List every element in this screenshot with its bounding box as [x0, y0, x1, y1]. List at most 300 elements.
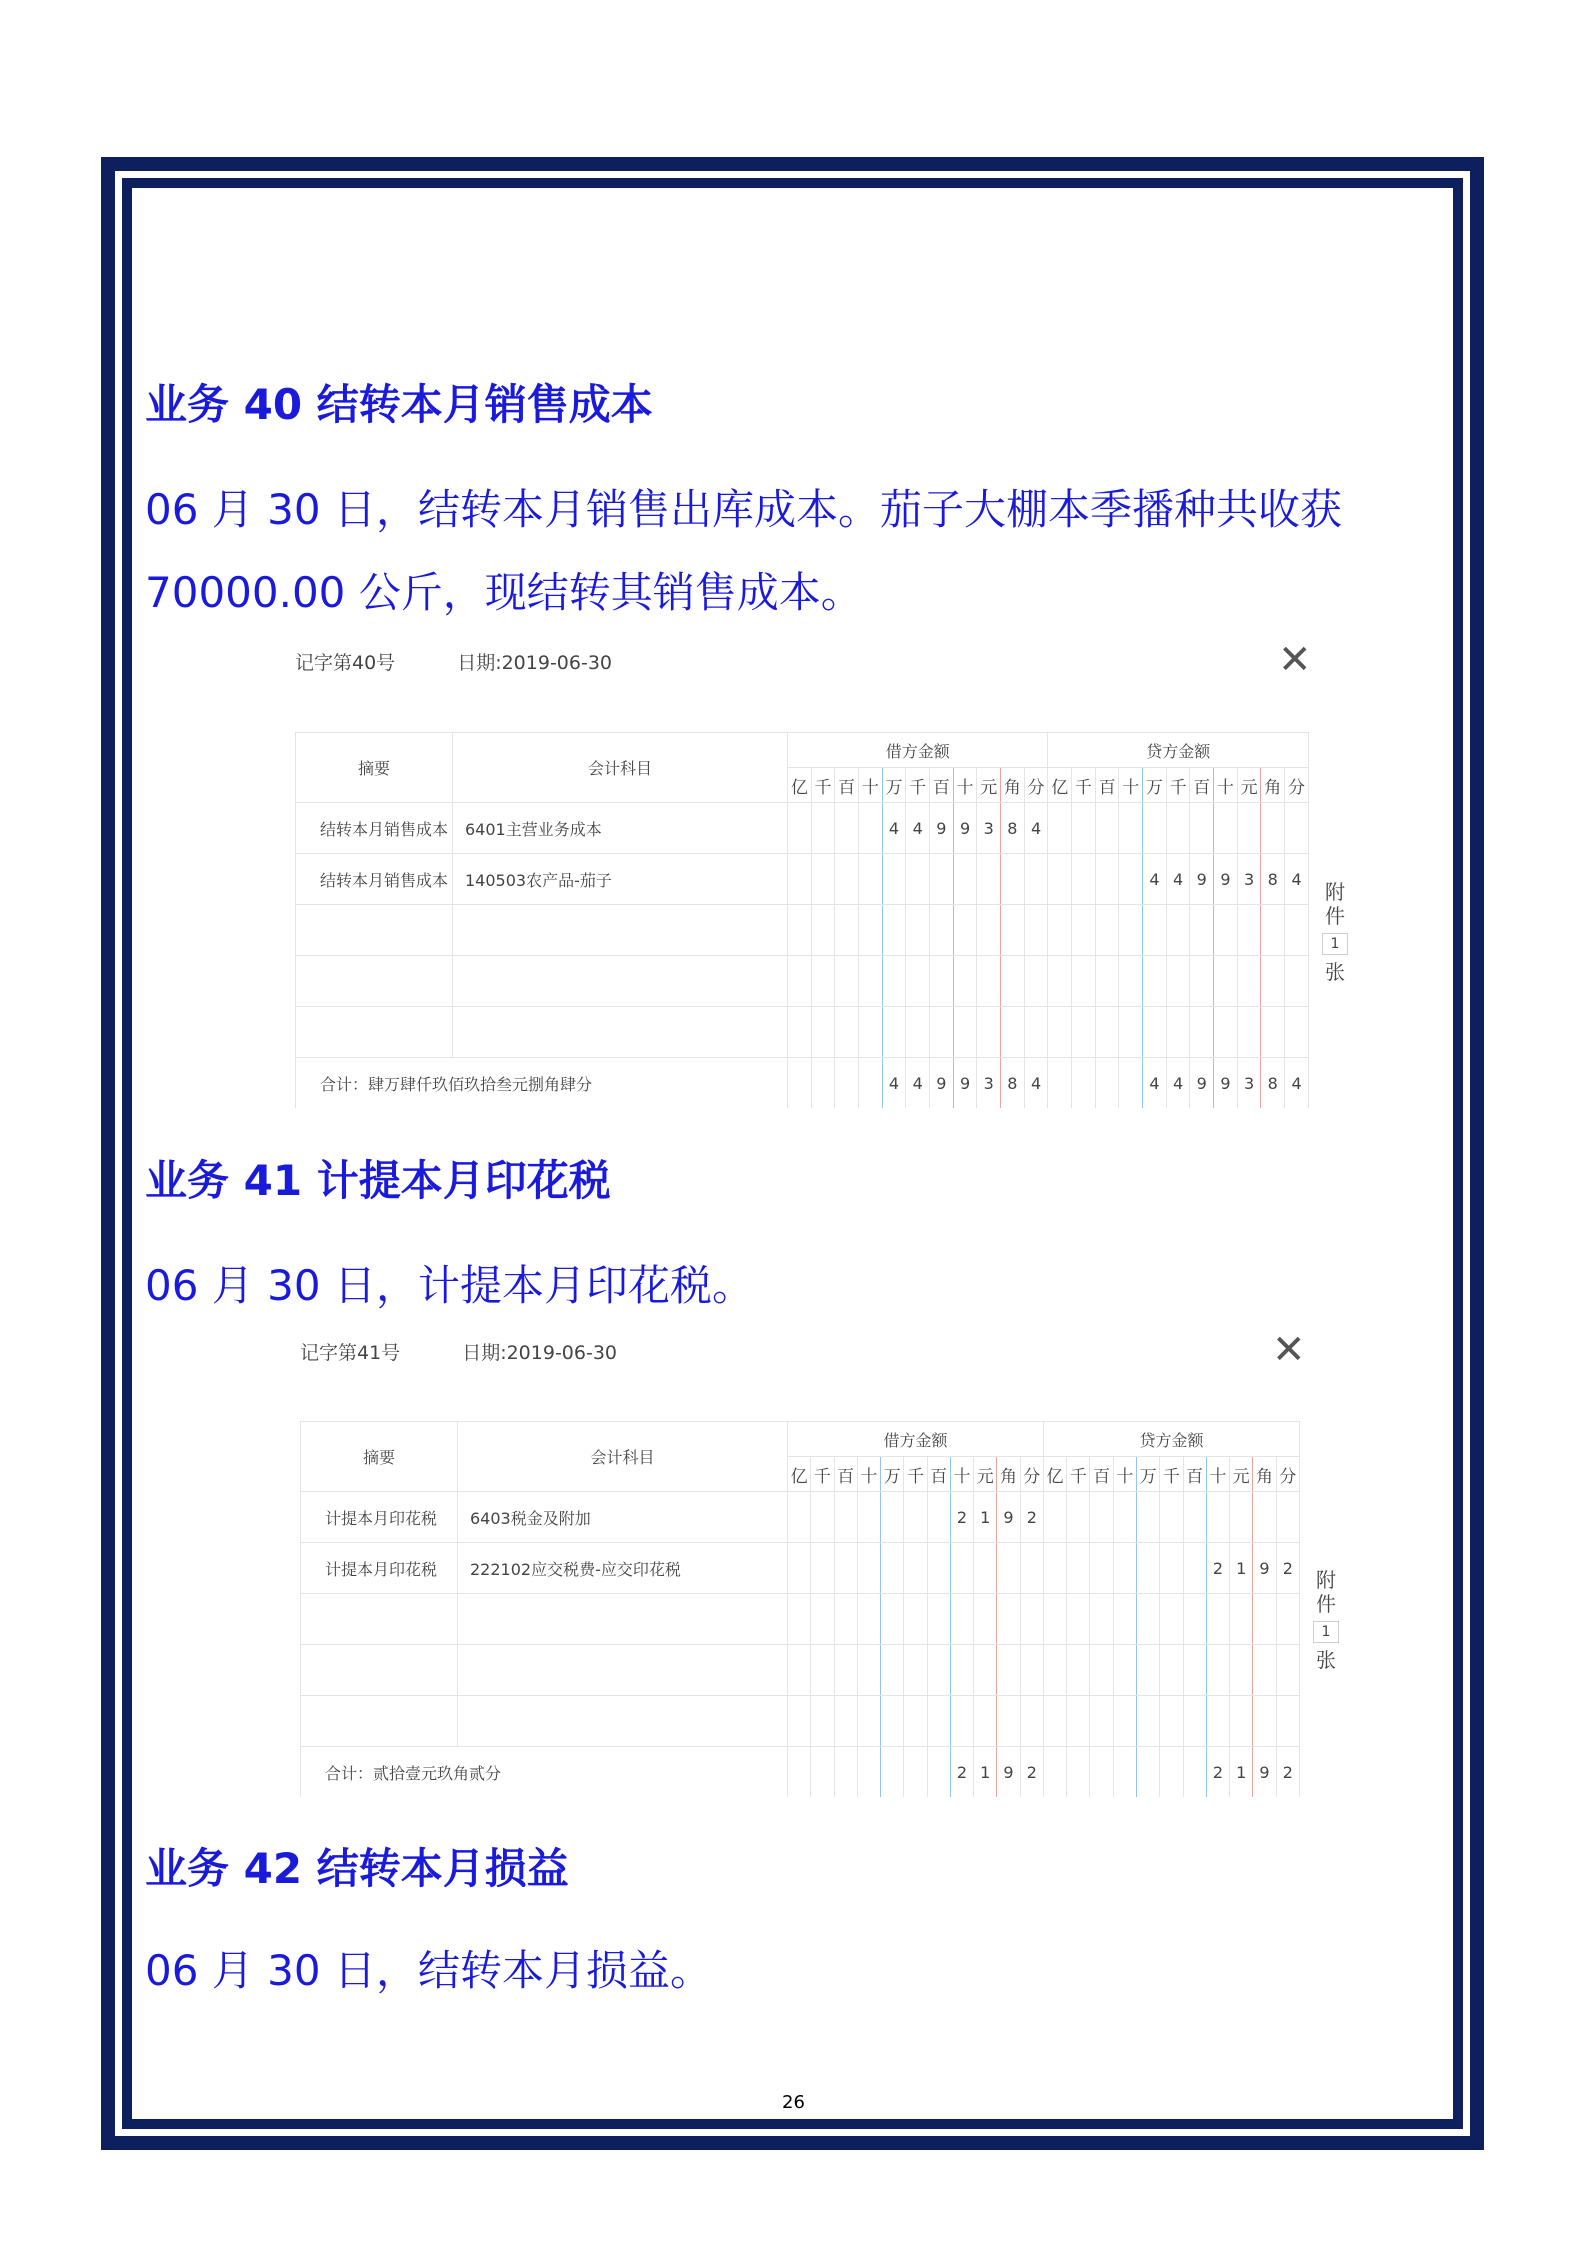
credit-digit [1183, 1594, 1206, 1645]
credit-digit [1143, 905, 1167, 956]
debit-digit [811, 1696, 834, 1747]
total-debit-digit: 4 [1024, 1058, 1048, 1109]
credit-digit [1048, 854, 1072, 905]
total-debit-digit: 2 [1020, 1747, 1043, 1798]
digit-unit-header: 十 [1214, 768, 1238, 803]
credit-digit: 4 [1166, 854, 1190, 905]
digit-unit-header: 千 [906, 768, 930, 803]
debit-digit [788, 1492, 811, 1543]
total-credit-digit [1160, 1747, 1183, 1798]
total-credit-digit: 9 [1214, 1058, 1238, 1109]
voucher-header [300, 1338, 617, 1365]
debit-digit [904, 1645, 927, 1696]
digit-unit-header: 千 [1166, 768, 1190, 803]
close-icon[interactable]: ✕ [1278, 637, 1312, 683]
total-debit-digit [788, 1058, 812, 1109]
digit-unit-header: 千 [811, 1457, 834, 1492]
credit-digit [1043, 1645, 1066, 1696]
credit-digit [1043, 1696, 1066, 1747]
total-credit-digit: 4 [1285, 1058, 1309, 1109]
digit-unit-header: 亿 [1048, 768, 1072, 803]
row-summary [301, 1696, 458, 1747]
row-subject [453, 956, 788, 1007]
credit-digit [1136, 1645, 1159, 1696]
credit-digit [1067, 1543, 1090, 1594]
debit-digit [835, 905, 859, 956]
debit-digit [906, 1007, 930, 1058]
credit-digit [1090, 1492, 1113, 1543]
credit-digit [1160, 1645, 1183, 1696]
debit-digit [859, 905, 883, 956]
credit-digit: 4 [1285, 854, 1309, 905]
debit-digit [927, 1645, 950, 1696]
credit-digit [1043, 1543, 1066, 1594]
table-row [296, 1007, 1309, 1058]
debit-digit [834, 1696, 857, 1747]
total-debit-digit [834, 1747, 857, 1798]
total-debit-digit [835, 1058, 859, 1109]
credit-digit [1190, 1007, 1214, 1058]
credit-digit [1136, 1492, 1159, 1543]
debit-digit [1024, 956, 1048, 1007]
credit-digit [1113, 1645, 1136, 1696]
credit-digit [1067, 1492, 1090, 1543]
debit-digit [835, 854, 859, 905]
credit-digit [1143, 1007, 1167, 1058]
debit-digit [882, 905, 906, 956]
credit-digit [1230, 1594, 1253, 1645]
credit-digit [1206, 1696, 1229, 1747]
total-debit-digit [881, 1747, 904, 1798]
credit-digit [1090, 1594, 1113, 1645]
credit-digit [1090, 1696, 1113, 1747]
total-credit-digit [1183, 1747, 1206, 1798]
credit-digit [1230, 1696, 1253, 1747]
credit-digit: 3 [1237, 854, 1261, 905]
digit-unit-header: 千 [904, 1457, 927, 1492]
credit-digit [1090, 1645, 1113, 1696]
digit-unit-header: 千 [1160, 1457, 1183, 1492]
row-subject [453, 1007, 788, 1058]
digit-unit-header: 百 [930, 768, 954, 803]
debit-digit: 9 [930, 803, 954, 854]
total-credit-digit [1095, 1058, 1119, 1109]
debit-digit [1020, 1594, 1043, 1645]
debit-digit [857, 1645, 880, 1696]
total-credit-digit: 4 [1143, 1058, 1167, 1109]
credit-digit [1113, 1696, 1136, 1747]
credit-digit [1230, 1645, 1253, 1696]
digit-unit-header: 百 [1095, 768, 1119, 803]
digit-unit-header: 百 [1090, 1457, 1113, 1492]
total-debit-digit: 4 [906, 1058, 930, 1109]
credit-digit [1166, 1007, 1190, 1058]
debit-digit [857, 1594, 880, 1645]
debit-digit: 8 [1001, 803, 1025, 854]
digit-unit-header: 百 [835, 768, 859, 803]
credit-digit [1285, 803, 1309, 854]
total-credit-digit [1136, 1747, 1159, 1798]
debit-digit [953, 905, 977, 956]
credit-digit [1261, 956, 1285, 1007]
debit-digit [930, 956, 954, 1007]
total-credit-digit: 8 [1261, 1058, 1285, 1109]
table-row [301, 1492, 1300, 1543]
row-summary: 结转本月销售成本 [296, 803, 453, 854]
row-summary [296, 905, 453, 956]
credit-digit [1261, 1007, 1285, 1058]
debit-digit [811, 1594, 834, 1645]
credit-digit [1237, 956, 1261, 1007]
debit-digit: 2 [1020, 1492, 1043, 1543]
total-debit-digit: 3 [977, 1058, 1001, 1109]
section-body-line: 70000.00 公斤，现结转其销售成本。 [145, 568, 863, 617]
table-row [296, 854, 1309, 905]
debit-digit [834, 1594, 857, 1645]
digit-unit-header: 十 [1119, 768, 1143, 803]
row-summary: 计提本月印花税 [301, 1492, 458, 1543]
total-credit-digit [1119, 1058, 1143, 1109]
row-summary [296, 1007, 453, 1058]
credit-digit: 9 [1253, 1543, 1276, 1594]
credit-digit [1113, 1594, 1136, 1645]
table-row [296, 905, 1309, 956]
credit-digit [1214, 803, 1238, 854]
credit-digit [1072, 803, 1096, 854]
debit-digit [974, 1594, 997, 1645]
digit-unit-header: 角 [1261, 768, 1285, 803]
credit-digit [1183, 1696, 1206, 1747]
digit-unit-header: 元 [977, 768, 1001, 803]
digit-unit-header: 十 [1206, 1457, 1229, 1492]
credit-digit [1261, 803, 1285, 854]
debit-digit [881, 1594, 904, 1645]
debit-digit [927, 1543, 950, 1594]
digit-unit-header: 分 [1276, 1457, 1299, 1492]
credit-digit [1253, 1594, 1276, 1645]
credit-digit [1048, 1007, 1072, 1058]
digit-unit-header: 元 [1237, 768, 1261, 803]
digit-unit-header: 百 [1183, 1457, 1206, 1492]
credit-digit [1160, 1492, 1183, 1543]
total-credit-digit [1090, 1747, 1113, 1798]
digit-unit-header: 万 [881, 1457, 904, 1492]
total-debit-digit: 9 [953, 1058, 977, 1109]
debit-digit [788, 1594, 811, 1645]
row-summary: 结转本月销售成本 [296, 854, 453, 905]
debit-digit [811, 803, 835, 854]
debit-digit [930, 905, 954, 956]
credit-digit [1183, 1492, 1206, 1543]
debit-digit [977, 905, 1001, 956]
debit-digit [811, 1007, 835, 1058]
total-debit-digit: 4 [882, 1058, 906, 1109]
digit-unit-header: 分 [1024, 768, 1048, 803]
debit-digit [788, 905, 812, 956]
debit-digit [834, 1645, 857, 1696]
debit-digit [950, 1645, 973, 1696]
voucher-number: 记字第40号 [295, 652, 396, 674]
digit-unit-header: 元 [1230, 1457, 1253, 1492]
debit-digit [835, 956, 859, 1007]
attachment-count-input[interactable]: 1 [1313, 1621, 1339, 1643]
debit-digit [906, 956, 930, 1007]
credit-digit: 8 [1261, 854, 1285, 905]
total-debit-digit [811, 1747, 834, 1798]
table-row [301, 1543, 1300, 1594]
debit-digit: 9 [997, 1492, 1020, 1543]
total-credit-digit: 3 [1237, 1058, 1261, 1109]
credit-digit [1095, 1007, 1119, 1058]
credit-digit [1136, 1543, 1159, 1594]
total-credit-digit: 2 [1206, 1747, 1229, 1798]
credit-header: 贷方金额 [1043, 1422, 1299, 1457]
attachment-count: 附 件 1 张 [1306, 1568, 1346, 1672]
credit-digit [1119, 1007, 1143, 1058]
credit-digit [1214, 956, 1238, 1007]
debit-digit [950, 1696, 973, 1747]
debit-digit [997, 1645, 1020, 1696]
debit-digit [977, 956, 1001, 1007]
summary-header: 摘要 [296, 733, 453, 803]
credit-digit [1119, 956, 1143, 1007]
digit-unit-header: 十 [859, 768, 883, 803]
total-debit-digit [857, 1747, 880, 1798]
credit-digit [1160, 1696, 1183, 1747]
digit-unit-header: 万 [1143, 768, 1167, 803]
summary-header: 摘要 [301, 1422, 458, 1492]
debit-digit [811, 956, 835, 1007]
digit-unit-header: 分 [1020, 1457, 1043, 1492]
debit-digit [930, 1007, 954, 1058]
total-debit-digit: 8 [1001, 1058, 1025, 1109]
digit-unit-header: 分 [1285, 768, 1309, 803]
voucher-panel [295, 637, 1345, 1118]
credit-digit [1095, 956, 1119, 1007]
debit-digit [857, 1492, 880, 1543]
debit-digit [788, 1007, 812, 1058]
credit-digit [1143, 803, 1167, 854]
debit-digit [1020, 1645, 1043, 1696]
credit-digit [1285, 1007, 1309, 1058]
voucher-date: 日期:2019-06-30 [462, 1342, 618, 1364]
credit-digit [1183, 1645, 1206, 1696]
debit-digit [927, 1492, 950, 1543]
credit-digit [1276, 1696, 1299, 1747]
credit-digit: 2 [1276, 1543, 1299, 1594]
digit-unit-header: 十 [1113, 1457, 1136, 1492]
credit-digit [1067, 1594, 1090, 1645]
debit-digit: 4 [906, 803, 930, 854]
debit-digit [1020, 1696, 1043, 1747]
debit-digit [977, 854, 1001, 905]
voucher-date: 日期:2019-06-30 [457, 652, 613, 674]
debit-digit [974, 1543, 997, 1594]
voucher-panel [300, 1327, 1350, 1808]
debit-digit: 4 [882, 803, 906, 854]
debit-digit [881, 1543, 904, 1594]
credit-digit [1136, 1696, 1159, 1747]
row-subject [458, 1696, 788, 1747]
debit-digit [953, 1007, 977, 1058]
table-row [301, 1696, 1300, 1747]
credit-digit [1095, 905, 1119, 956]
debit-digit [997, 1696, 1020, 1747]
credit-digit [1043, 1492, 1066, 1543]
credit-digit [1095, 854, 1119, 905]
debit-digit [788, 1696, 811, 1747]
section-body-line: 06 月 30 日，结转本月损益。 [145, 1946, 712, 1995]
credit-digit [1048, 956, 1072, 1007]
row-summary: 计提本月印花税 [301, 1543, 458, 1594]
credit-digit: 4 [1143, 854, 1167, 905]
row-subject: 222102应交税费-应交印花税 [458, 1543, 788, 1594]
credit-digit [1072, 905, 1096, 956]
attachment-count-input[interactable]: 1 [1322, 933, 1348, 955]
debit-digit [906, 905, 930, 956]
debit-digit [857, 1696, 880, 1747]
digit-unit-header: 千 [1072, 768, 1096, 803]
debit-digit [1020, 1543, 1043, 1594]
debit-digit: 4 [1024, 803, 1048, 854]
credit-digit [1143, 956, 1167, 1007]
digit-unit-header: 万 [1136, 1457, 1159, 1492]
voucher-header [295, 648, 612, 675]
credit-digit [1214, 1007, 1238, 1058]
credit-digit [1285, 956, 1309, 1007]
credit-digit [1113, 1492, 1136, 1543]
digit-unit-header: 千 [811, 768, 835, 803]
credit-digit [1166, 905, 1190, 956]
credit-digit [1190, 905, 1214, 956]
debit-digit [1024, 1007, 1048, 1058]
debit-digit [859, 956, 883, 1007]
credit-digit [1072, 854, 1096, 905]
total-credit-digit: 1 [1230, 1747, 1253, 1798]
digit-unit-header: 元 [974, 1457, 997, 1492]
credit-digit [1190, 803, 1214, 854]
debit-digit [857, 1543, 880, 1594]
debit-digit [881, 1696, 904, 1747]
debit-digit [1024, 854, 1048, 905]
total-credit-digit [1043, 1747, 1066, 1798]
row-subject [458, 1645, 788, 1696]
digit-unit-header: 十 [857, 1457, 880, 1492]
credit-digit [1160, 1594, 1183, 1645]
section-heading: 业务 40 结转本月销售成本 [145, 380, 653, 429]
debit-header: 借方金额 [788, 733, 1048, 768]
credit-digit [1113, 1543, 1136, 1594]
debit-digit [788, 854, 812, 905]
debit-digit [1001, 1007, 1025, 1058]
digit-unit-header: 亿 [1043, 1457, 1066, 1492]
credit-digit [1160, 1543, 1183, 1594]
credit-digit [1206, 1645, 1229, 1696]
credit-digit [1067, 1645, 1090, 1696]
total-credit-digit [1048, 1058, 1072, 1109]
credit-digit [1166, 956, 1190, 1007]
debit-digit [927, 1696, 950, 1747]
debit-digit [811, 905, 835, 956]
total-debit-digit [859, 1058, 883, 1109]
row-subject [453, 905, 788, 956]
debit-digit [1001, 905, 1025, 956]
debit-digit [834, 1543, 857, 1594]
page-number: 26 [782, 2092, 805, 2113]
credit-digit [1119, 854, 1143, 905]
debit-digit [881, 1645, 904, 1696]
section-heading: 业务 41 计提本月印花税 [145, 1156, 611, 1205]
credit-digit [1206, 1492, 1229, 1543]
total-debit-digit [904, 1747, 927, 1798]
credit-digit [1119, 905, 1143, 956]
debit-digit [882, 854, 906, 905]
row-subject: 140503农产品-茄子 [453, 854, 788, 905]
credit-header: 贷方金额 [1048, 733, 1309, 768]
debit-digit [904, 1543, 927, 1594]
total-credit-digit [1067, 1747, 1090, 1798]
debit-digit [859, 803, 883, 854]
debit-digit [882, 956, 906, 1007]
row-subject: 6401主营业务成本 [453, 803, 788, 854]
digit-unit-header: 亿 [788, 768, 812, 803]
debit-digit [927, 1594, 950, 1645]
debit-digit: 3 [977, 803, 1001, 854]
debit-digit [1001, 956, 1025, 1007]
debit-digit [906, 854, 930, 905]
table-row [301, 1645, 1300, 1696]
debit-digit [930, 854, 954, 905]
debit-digit [950, 1543, 973, 1594]
total-debit-digit: 9 [997, 1747, 1020, 1798]
debit-digit [811, 1645, 834, 1696]
credit-digit [1237, 1007, 1261, 1058]
total-debit-digit [788, 1747, 811, 1798]
debit-digit [997, 1543, 1020, 1594]
table-row [296, 803, 1309, 854]
digit-unit-header: 十 [953, 768, 977, 803]
total-credit-digit: 2 [1276, 1747, 1299, 1798]
credit-digit: 2 [1206, 1543, 1229, 1594]
total-debit-digit: 2 [950, 1747, 973, 1798]
credit-digit [1136, 1594, 1159, 1645]
row-summary [301, 1594, 458, 1645]
digit-unit-header: 百 [834, 1457, 857, 1492]
debit-digit [904, 1492, 927, 1543]
debit-digit [881, 1492, 904, 1543]
total-credit-digit: 9 [1190, 1058, 1214, 1109]
debit-digit [811, 1543, 834, 1594]
credit-digit [1190, 956, 1214, 1007]
credit-digit [1253, 1492, 1276, 1543]
digit-unit-header: 百 [1190, 768, 1214, 803]
debit-digit [788, 1543, 811, 1594]
total-amount-text: 合计：肆万肆仟玖佰玖拾叁元捌角肆分 [296, 1058, 788, 1109]
debit-digit [1024, 905, 1048, 956]
digit-unit-header: 百 [927, 1457, 950, 1492]
debit-digit [835, 803, 859, 854]
total-debit-digit [811, 1058, 835, 1109]
digit-unit-header: 十 [950, 1457, 973, 1492]
debit-digit: 2 [950, 1492, 973, 1543]
debit-digit [834, 1492, 857, 1543]
credit-digit [1214, 905, 1238, 956]
close-icon[interactable]: ✕ [1272, 1327, 1306, 1373]
credit-digit [1043, 1594, 1066, 1645]
credit-digit: 9 [1214, 854, 1238, 905]
credit-digit [1072, 1007, 1096, 1058]
attachment-count: 附 件 1 张 [1315, 880, 1355, 984]
